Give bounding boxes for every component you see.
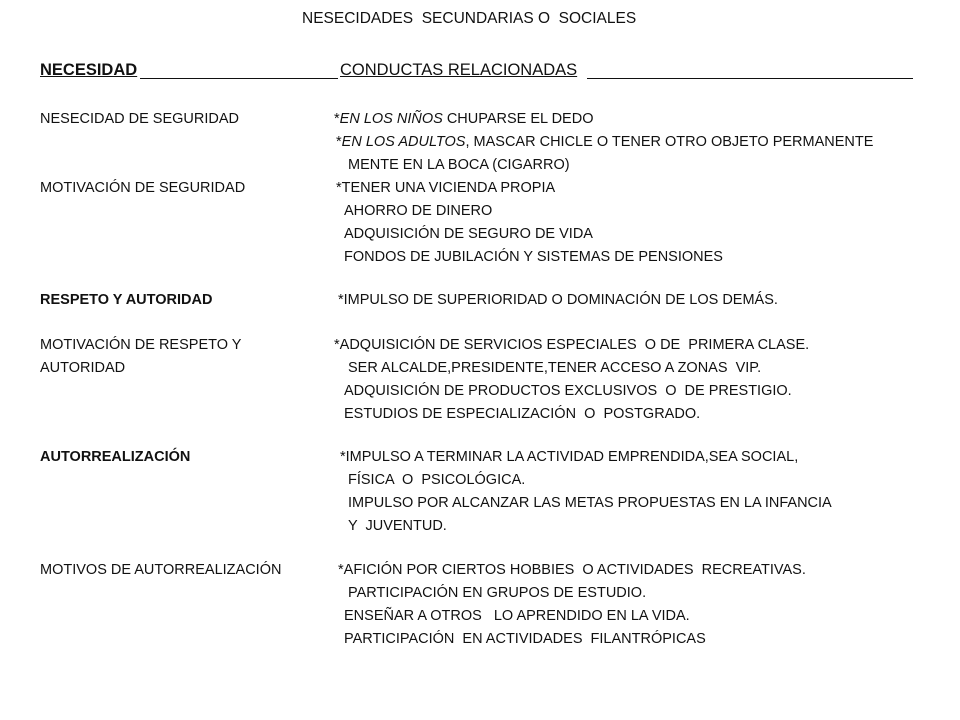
need-label: RESPETO Y AUTORIDAD [40,292,213,308]
conduct-line: Y JUVENTUD. [348,518,447,534]
conduct-line: *IMPULSO DE SUPERIORIDAD O DOMINACIÓN DE LOS DEMÁS. [338,292,778,308]
conduct-line: FÍSICA O PSICOLÓGICA. [348,472,526,488]
header-underline-gap [140,62,338,79]
header-conducts: CONDUCTAS RELACIONADAS [340,61,578,79]
conduct-line: ADQUISICIÓN DE SEGURO DE VIDA [344,226,593,242]
conduct-line: ESTUDIOS DE ESPECIALIZACIÓN O POSTGRADO. [344,406,701,422]
need-label: MOTIVACIÓN DE SEGURIDAD [40,180,246,196]
conduct-line: *ADQUISICIÓN DE SERVICIOS ESPECIALES O DE PRIMERA CLASE. [334,337,810,353]
conduct-line [334,110,593,128]
header-underline-blank [587,62,913,79]
conduct-line: *AFICIÓN POR CIERTOS HOBBIES O ACTIVIDADES RECREATIVAS. [338,562,806,578]
conduct-line: ADQUISICIÓN DE PRODUCTOS EXCLUSIVOS O DE PRESTIGIO. [344,383,792,399]
conduct-line: AHORRO DE DINERO [344,203,493,219]
conduct-emphasis: EN LOS NIÑOS [339,111,443,127]
conduct-line: MENTE EN LA BOCA (CIGARRO) [348,157,570,173]
conduct-line: IMPULSO POR ALCANZAR LAS METAS PROPUESTAS EN LA INFANCIA [348,495,832,511]
conduct-line [336,133,873,151]
need-label: MOTIVOS DE AUTORREALIZACIÓN [40,562,282,578]
conduct-line: ENSEÑAR A OTROS LO APRENDIDO EN LA VIDA. [344,608,690,624]
need-label: NESECIDAD DE SEGURIDAD [40,111,240,127]
slide-title: NESECIDADES SECUNDARIAS O SOCIALES [302,10,637,27]
conduct-line: PARTICIPACIÓN EN GRUPOS DE ESTUDIO. [348,585,647,601]
conduct-line: FONDOS DE JUBILACIÓN Y SISTEMAS DE PENSIONES [344,249,723,265]
conduct-line: *IMPULSO A TERMINAR LA ACTIVIDAD EMPRENDIDA,SEA SOCIAL, [340,449,799,465]
need-label-continued: AUTORIDAD [40,360,126,376]
conduct-line: *TENER UNA VICIENDA PROPIA [336,180,556,196]
conduct-line: SER ALCALDE,PRESIDENTE,TENER ACCESO A ZONAS VIP. [348,360,762,376]
conduct-line: PARTICIPACIÓN EN ACTIVIDADES FILANTRÓPICAS [344,631,706,647]
conduct-suffix: , MASCAR CHICLE O TENER OTRO OBJETO PERMANENTE [465,134,874,150]
conduct-emphasis: EN LOS ADULTOS [341,134,466,150]
need-label: AUTORREALIZACIÓN [40,449,191,465]
conduct-suffix: CHUPARSE EL DEDO [442,111,594,127]
conduct-prefix: * [334,111,340,127]
need-label: MOTIVACIÓN DE RESPETO Y [40,337,242,353]
header-need: NECESIDAD [40,61,138,79]
conduct-prefix: * [336,134,342,150]
